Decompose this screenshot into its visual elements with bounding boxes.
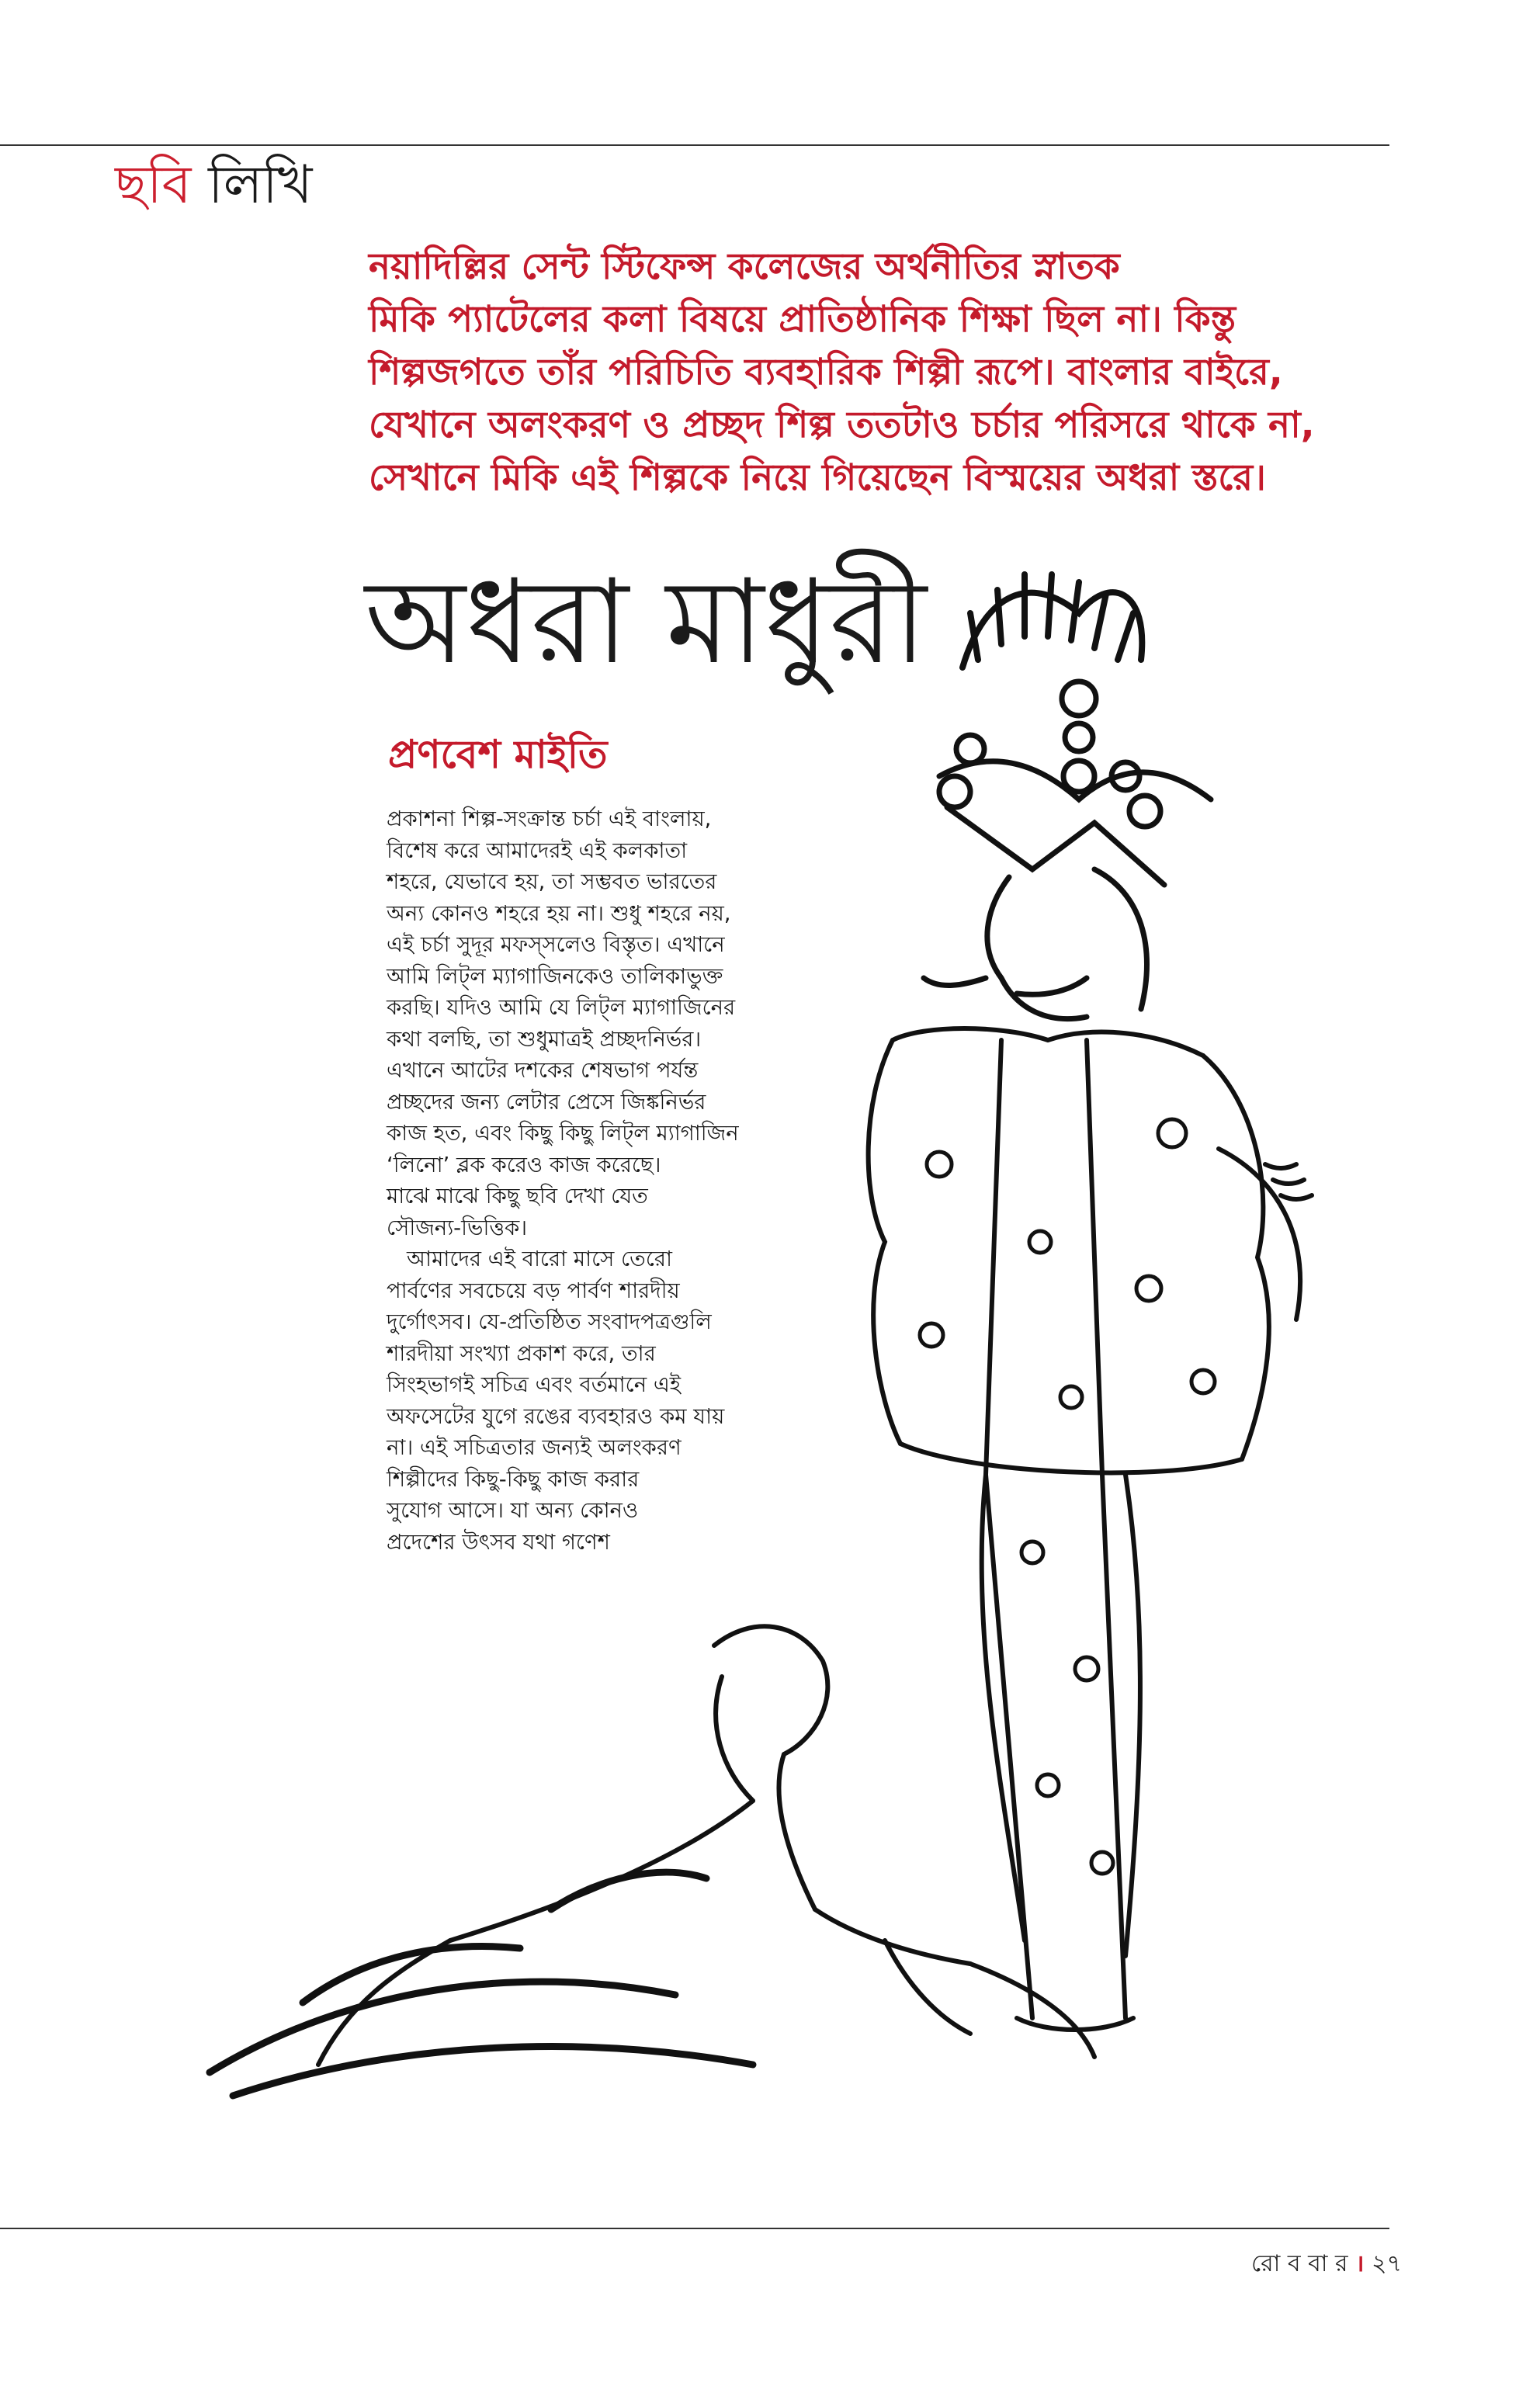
intro-paragraph (369, 241, 1370, 505)
top-rule (0, 144, 1389, 146)
body-line: এখানে আটের দশকের শেষভাগ পর্যন্ত (387, 1058, 699, 1083)
magazine-name: রো ব বা র (1250, 2250, 1348, 2277)
drapery-strokes (210, 1872, 753, 2096)
intro-line: যেখানে অলংকরণ ও প্রচ্ছদ শিল্প ততটাও চর্চার পরিসরে থাকে না, (369, 404, 1315, 446)
body-line: শহরে, যেভাবে হয়, তা সম্ভবত ভারতের (387, 869, 717, 894)
author-byline: প্রণবেশ মাইতি (388, 732, 608, 777)
robe-pattern (920, 1119, 1215, 1874)
body-line: অন্য কোনও শহরে হয় না। শুধু শহরে নয়, (387, 900, 731, 926)
body-line: মাঝে মাঝে কিছু ছবি দেখা যেত (387, 1184, 648, 1209)
kneeling-figure (318, 1626, 1094, 2065)
body-line: শারদীয়া সংখ্যা প্রকাশ করে, তার (387, 1340, 656, 1366)
body-line: ‘লিনো’ ব্লক করেও কাজ করেছে। (387, 1152, 661, 1177)
footer-separator: । (1355, 2250, 1365, 2277)
body-line: কাজ হত, এবং কিছু কিছু লিট্‌ল ম্যাগাজিন (387, 1121, 739, 1146)
crown-crest (962, 574, 1142, 668)
intro-line: মিকি প্যাটেলের কলা বিষয়ে প্রাতিষ্ঠানিক শিক্ষা ছিল না। কিন্তু (369, 298, 1236, 341)
body-line: এই চর্চা সুদূর মফস্সলেও বিস্তৃত। এখানে (387, 932, 725, 957)
body-line: অফসেটের যুগে রঙের ব্যবহারও কম যায় (387, 1403, 725, 1429)
section-label (115, 154, 312, 217)
body-line: পার্বণের সবচেয়ে বড় পার্বণ শারদীয় (387, 1278, 680, 1303)
article-body (387, 803, 852, 1558)
body-line: দুর্গোৎসব। যে-প্রতিষ্ঠিত সংবাদপত্রগুলি (387, 1309, 712, 1334)
crown-jewels (939, 681, 1211, 885)
body-line: আমাদের এই বারো মাসে তেরো (407, 1247, 672, 1271)
body-line: প্রদেশের উৎসব যথা গণেশ (387, 1529, 610, 1555)
body-line: আমি লিট্‌ল ম্যাগাজিনকেও তালিকাভুক্ত (387, 963, 723, 989)
section-label-accent: ছবি (115, 154, 192, 216)
body-line: বিশেষ করে আমাদেরই এই কলকাতা (387, 838, 688, 863)
section-label-rest: লিখি (208, 154, 313, 216)
body-line: সুযোগ আসে। যা অন্য কোনও (387, 1498, 639, 1523)
body-line: কথা বলছি, তা শুধুমাত্রই প্রচ্ছদনির্ভর। (387, 1026, 702, 1052)
intro-line: সেখানে মিকি এই শিল্পকে নিয়ে গিয়েছেন বিস্ময়ের অধরা স্তরে। (369, 456, 1266, 499)
page-number: ২৭ (1371, 2250, 1402, 2277)
article-title: অধরা মাধুরী (365, 555, 927, 690)
body-line: শিল্পীদের কিছু-কিছু কাজ করার (387, 1466, 640, 1492)
intro-line: শিল্পজগতে তাঁর পরিচিতি ব্যবহারিক শিল্পী রূপে। বাংলার বাইরে, (369, 351, 1283, 394)
body-line: সৌজন্য-ভিত্তিক। (387, 1215, 528, 1240)
body-line: সিংহভাগই সচিত্র এবং বর্তমানে এই (387, 1372, 682, 1397)
body-line: প্রচ্ছদের জন্য লেটার প্রেসে জিঙ্কনির্ভর (387, 1089, 706, 1115)
intro-line: নয়াদিল্লির সেন্ট স্টিফেন্স কলেজের অর্থনীতির স্নাতক (369, 245, 1120, 288)
page-footer (1251, 2245, 1402, 2284)
figure-head (924, 869, 1147, 1019)
body-line: না। এই সচিত্রতার জন্যই অলংকরণ (387, 1435, 682, 1460)
bottom-rule (0, 2228, 1389, 2229)
body-line: প্রকাশনা শিল্প-সংক্রান্ত চর্চা এই বাংলায়, (387, 806, 712, 831)
figure-robe (869, 1028, 1269, 2030)
body-line: করছি। যদিও আমি যে লিট্‌ল ম্যাগাজিনের (387, 995, 736, 1020)
